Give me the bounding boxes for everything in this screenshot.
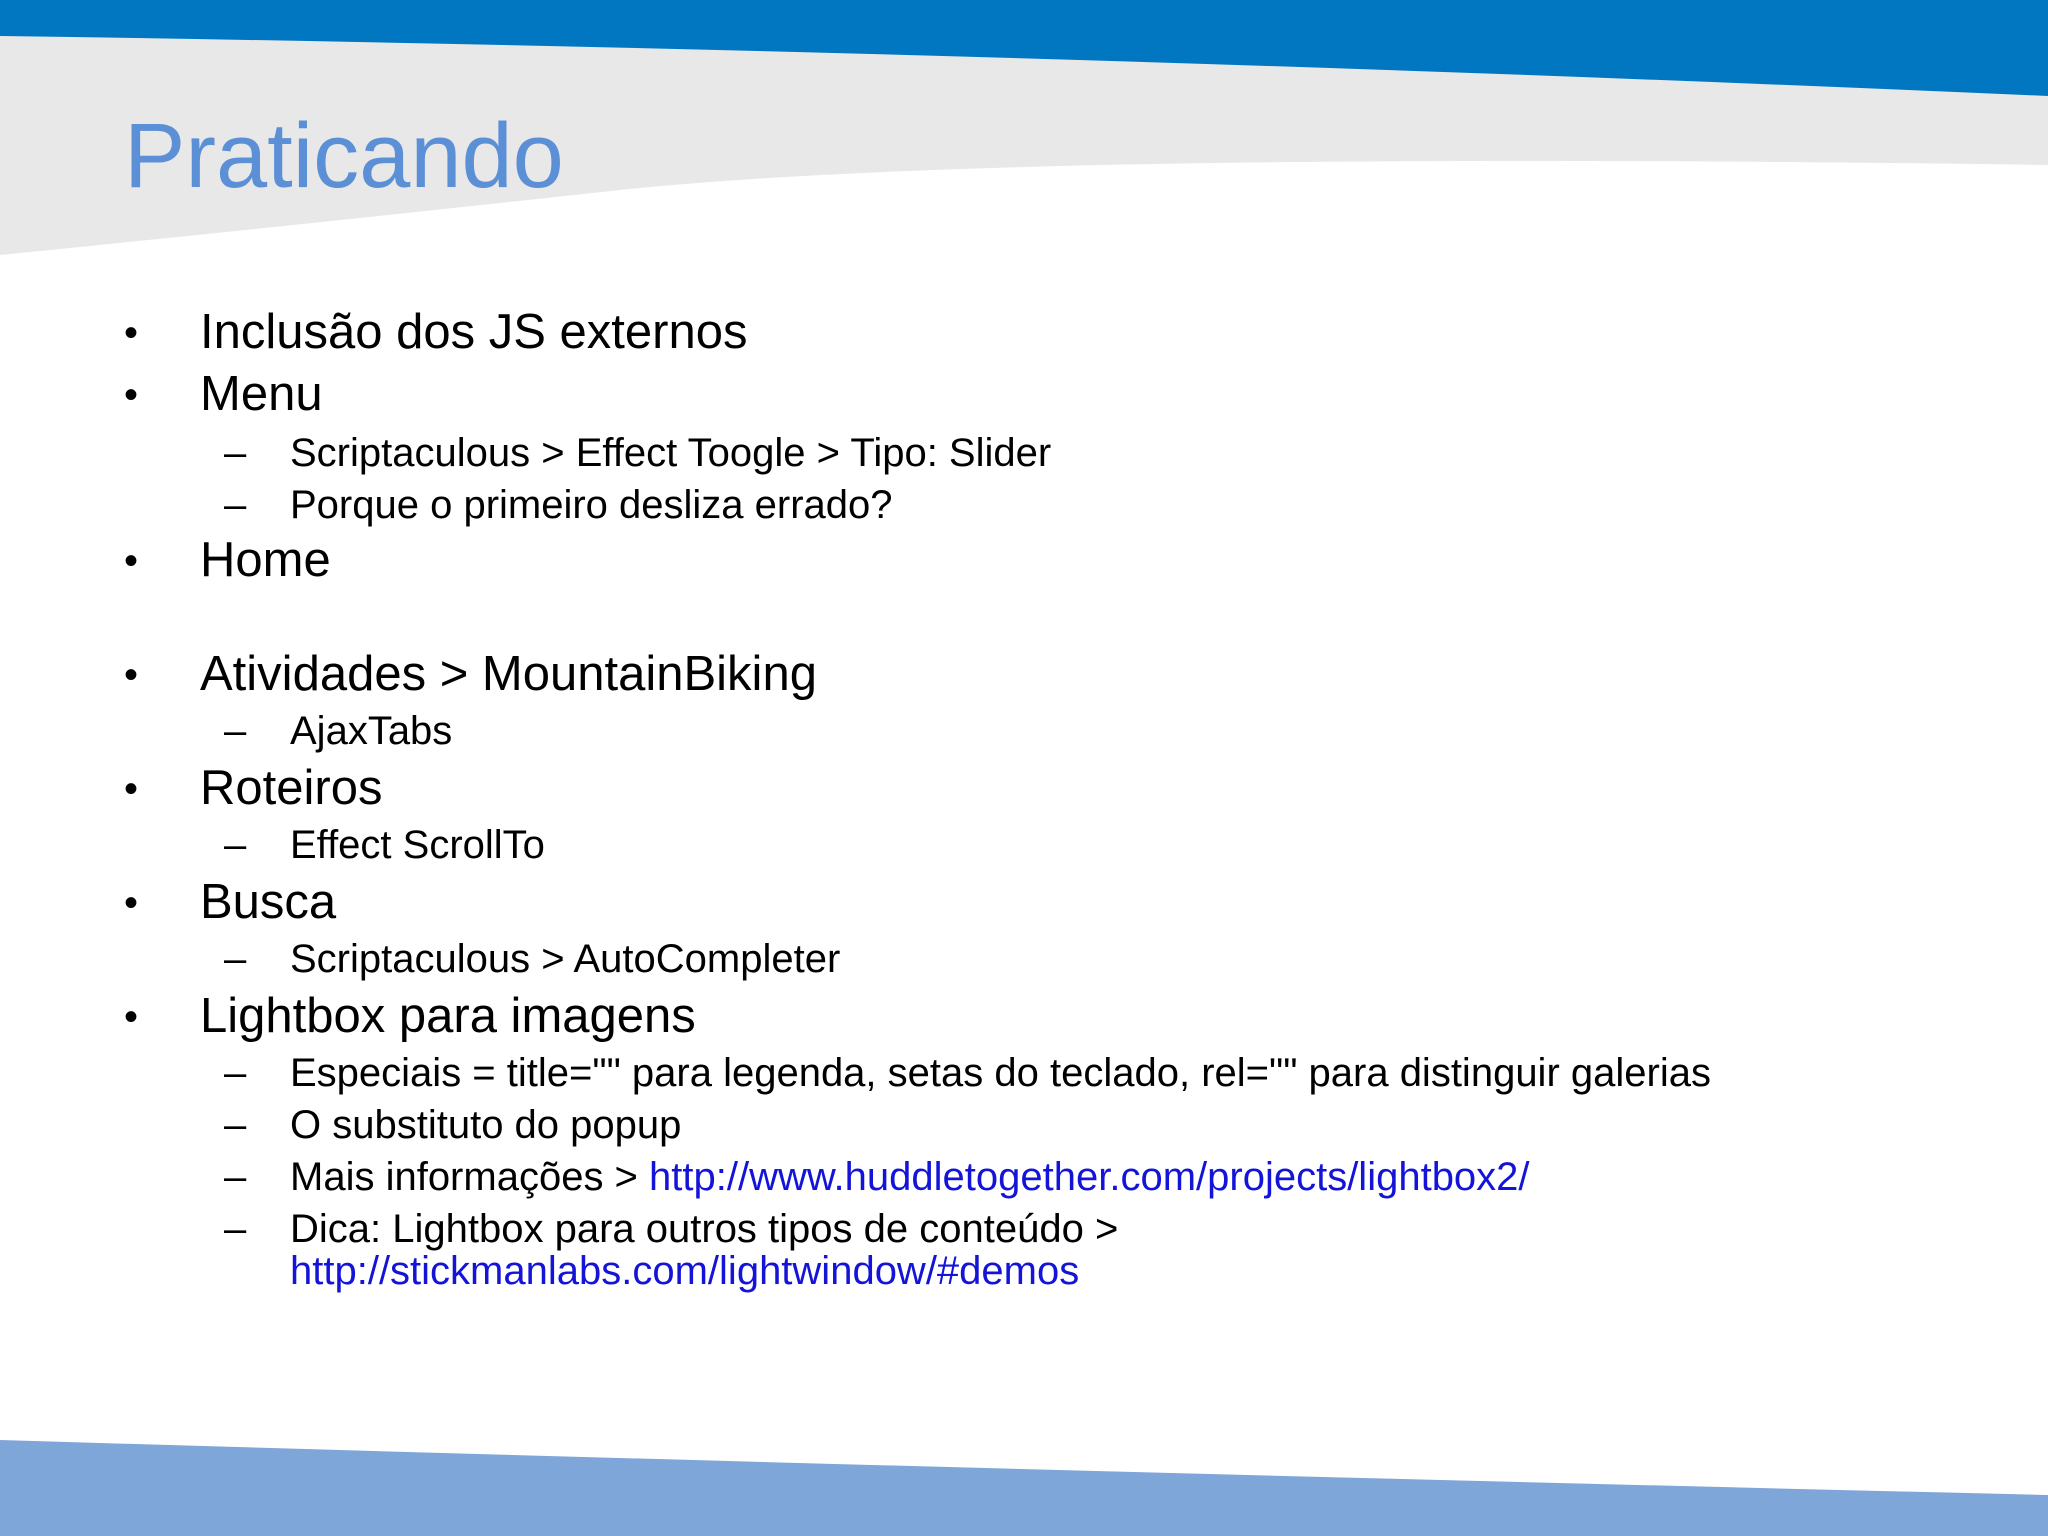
sub-bullet-text: O substituto do popup	[290, 1103, 682, 1147]
bullet-text: Inclusão dos JS externos	[200, 305, 748, 359]
lightbox2-link[interactable]: http://www.huddletogether.com/projects/lightbox2/	[649, 1155, 1530, 1199]
dash-icon: –	[224, 1207, 247, 1251]
sub-bullet-text	[290, 1154, 1530, 1200]
bullet-icon: •	[124, 653, 139, 697]
bullet-text: Lightbox para imagens	[200, 989, 696, 1043]
dash-icon: –	[224, 1155, 247, 1199]
slide-title: Praticando	[124, 105, 564, 207]
sub-bullet-text: Especiais = title="" para legenda, setas do teclado, rel="" para distinguir galerias	[290, 1051, 1711, 1095]
dash-icon: –	[224, 1051, 247, 1095]
lightwindow-link[interactable]: http://stickmanlabs.com/lightwindow/#demos	[290, 1249, 1080, 1293]
link-prefix: Mais informações >	[290, 1155, 650, 1199]
bullet-icon: •	[124, 995, 139, 1039]
bullet-icon: •	[124, 539, 139, 583]
dash-icon: –	[224, 483, 247, 527]
bullet-icon: •	[124, 881, 139, 925]
bullet-icon: •	[124, 311, 139, 355]
bullet-icon: •	[124, 373, 139, 417]
bullet-icon: •	[124, 767, 139, 811]
sub-bullet-text: Effect ScrollTo	[290, 823, 545, 867]
dash-icon: –	[224, 1103, 247, 1147]
bullet-text: Menu	[200, 367, 323, 421]
bullet-text: Busca	[200, 875, 337, 929]
bullet-text: Atividades > MountainBiking	[200, 647, 817, 701]
dash-icon: –	[224, 937, 247, 981]
dash-icon: –	[224, 709, 247, 753]
sub-bullet-text: Scriptaculous > Effect Toogle > Tipo: Slider	[290, 431, 1052, 475]
sub-bullet-text: Dica: Lightbox para outros tipos de conteúdo >	[290, 1207, 1119, 1251]
dash-icon: –	[224, 823, 247, 867]
sub-bullet-text: AjaxTabs	[290, 709, 453, 753]
dash-icon: –	[224, 431, 247, 475]
bullet-text: Roteiros	[200, 761, 383, 815]
sub-bullet-text: Porque o primeiro desliza errado?	[290, 483, 893, 527]
sub-bullet-text: Scriptaculous > AutoCompleter	[290, 937, 841, 981]
bullet-text: Home	[200, 533, 331, 587]
